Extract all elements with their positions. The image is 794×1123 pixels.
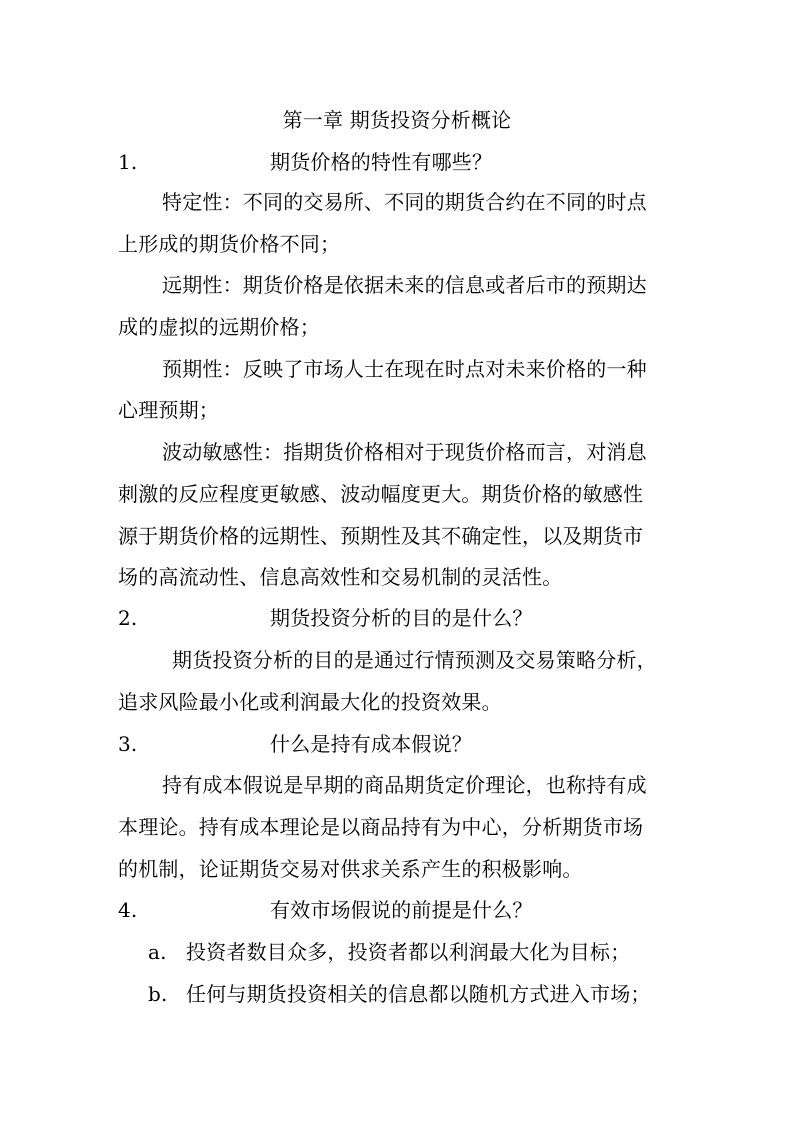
paragraph-line: 预期性：反映了市场人士在现在时点对未来价格的一种 (162, 357, 647, 381)
paragraph-line: 持有成本假说是早期的商品期货定价理论，也称持有成 (162, 773, 647, 797)
paragraph-line: 场的高流动性、信息高效性和交易机制的灵活性。 (118, 565, 563, 589)
question-number: 2. (118, 606, 138, 630)
question-text: 有效市场假说的前提是什么？ (270, 898, 533, 922)
question-number: 3. (118, 732, 138, 756)
paragraph-line: 刺激的反应程度更敏感、波动幅度更大。期货价格的敏感性 (118, 482, 644, 506)
paragraph-line: 追求风险最小化或利润最大化的投资效果。 (118, 690, 502, 714)
paragraph-line: 心理预期； (118, 398, 219, 422)
paragraph-line: 的机制，论证期货交易对供求关系产生的积极影响。 (118, 857, 583, 881)
paragraph-line: 本理论。持有成本理论是以商品持有为中心，分析期货市场 (118, 815, 644, 839)
list-item-letter: b. (148, 982, 168, 1006)
paragraph-line: 特定性：不同的交易所、不同的期货合约在不同的时点 (162, 190, 647, 214)
paragraph-line: 波动敏感性：指期货价格相对于现货价格而言，对消息 (162, 440, 647, 464)
question-text: 什么是持有成本假说？ (270, 732, 472, 756)
question-text: 期货投资分析的目的是什么？ (270, 606, 533, 630)
question-text: 期货价格的特性有哪些？ (270, 150, 493, 174)
paragraph-line: 成的虚拟的远期价格； (118, 315, 320, 339)
paragraph-line: 期货投资分析的目的是通过行情预测及交易策略分析， (172, 648, 657, 672)
chapter-title: 第一章 期货投资分析概论 (282, 108, 512, 132)
paragraph-line: 源于期货价格的远期性、预期性及其不确定性，以及期货市 (118, 524, 644, 548)
paragraph-line: 远期性：期货价格是依据未来的信息或者后市的预期达 (162, 273, 647, 297)
list-item-text: 投资者数目众多，投资者都以利润最大化为目标； (186, 940, 631, 964)
list-item-letter: a. (148, 940, 167, 964)
question-number: 1. (118, 150, 138, 174)
list-item-text: 任何与期货投资相关的信息都以随机方式进入市场； (186, 982, 651, 1006)
question-number: 4. (118, 898, 138, 922)
paragraph-line: 上形成的期货价格不同； (118, 232, 341, 256)
